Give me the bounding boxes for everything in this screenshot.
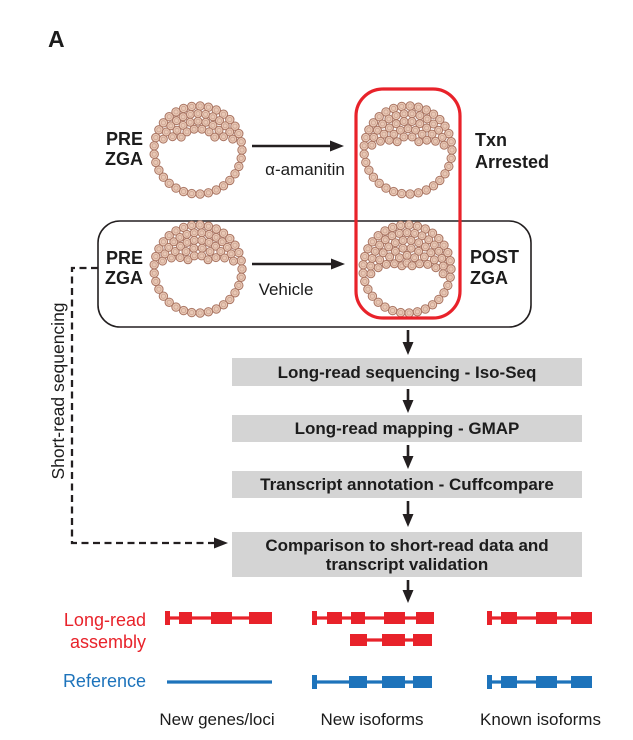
- embryo-post-zga: [359, 221, 455, 317]
- post-zga-line1: POST: [470, 247, 520, 267]
- category-new-genes-loci: New genes/loci: [159, 710, 275, 729]
- arrow-step3-to-step4: [403, 501, 414, 527]
- vehicle-label: Vehicle: [258, 280, 314, 299]
- category-known-isoforms: Known isoforms: [480, 710, 601, 729]
- short-read-sequencing-label: Short-read sequencing: [48, 302, 68, 480]
- post-zga-label: [470, 247, 519, 289]
- alpha-amanitin-label: α-amanitin: [265, 160, 345, 179]
- arrow-vehicle: [252, 259, 345, 270]
- post-zga-group-box: [98, 221, 531, 327]
- panel-label: A: [48, 26, 66, 52]
- step-transcript-annotation: [232, 471, 582, 498]
- txn-arrested-line1: Txn: [475, 130, 508, 150]
- long-read-transcript: [165, 611, 272, 625]
- step-long-read-sequencing: [232, 358, 582, 386]
- long-read-transcript: [312, 611, 434, 625]
- pre-zga-top-line2: ZGA: [105, 149, 143, 169]
- legend-reference: Reference: [62, 671, 146, 691]
- category-new-isoforms: New isoforms: [320, 710, 424, 729]
- embryo-pre-zga-top: [150, 102, 246, 198]
- arrow-step4-to-models: [403, 580, 414, 603]
- txn-arrested-label: [475, 129, 549, 173]
- pre-zga-bottom-line2: ZGA: [105, 268, 143, 288]
- step-long-read-mapping: [232, 415, 582, 442]
- embryo-pre-zga-bottom: [150, 221, 246, 317]
- pre-zga-bottom-label: [93, 248, 143, 288]
- post-zga-line2: ZGA: [470, 268, 508, 288]
- step-3-text: Transcript annotation - Cuffcompare: [260, 475, 554, 494]
- embryo-txn-arrested: [360, 102, 456, 198]
- reference-transcript: [487, 675, 592, 689]
- step-comparison-validation: [232, 532, 582, 577]
- arrow-step2-to-step3: [403, 445, 414, 469]
- step-4-line2: transcript validation: [325, 554, 489, 574]
- pre-zga-bottom-line1: PRE: [105, 248, 143, 268]
- legend-assembly: assembly: [69, 632, 146, 652]
- gene-models-new-genes-loci: [165, 611, 272, 682]
- step-4-line1: Comparison to short-read data and: [265, 535, 549, 555]
- gene-models-known-isoforms: [487, 611, 592, 689]
- pre-zga-top-line1: PRE: [105, 129, 143, 149]
- arrow-alpha-amanitin: [252, 141, 344, 152]
- step-2-text: Long-read mapping - GMAP: [294, 419, 520, 438]
- gene-models-new-isoforms: [312, 611, 434, 689]
- arrow-step1-to-step2: [403, 389, 414, 413]
- txn-arrested-line2: Arrested: [475, 152, 550, 172]
- step-1-text: Long-read sequencing - Iso-Seq: [277, 362, 537, 382]
- long-read-transcript: [487, 611, 592, 625]
- legend-long-read: Long-read: [63, 610, 146, 630]
- pre-zga-top-label: [93, 129, 143, 169]
- long-read-transcript: [350, 634, 432, 646]
- arrow-embryos-to-step1: [403, 330, 414, 355]
- reference-transcript: [312, 675, 432, 689]
